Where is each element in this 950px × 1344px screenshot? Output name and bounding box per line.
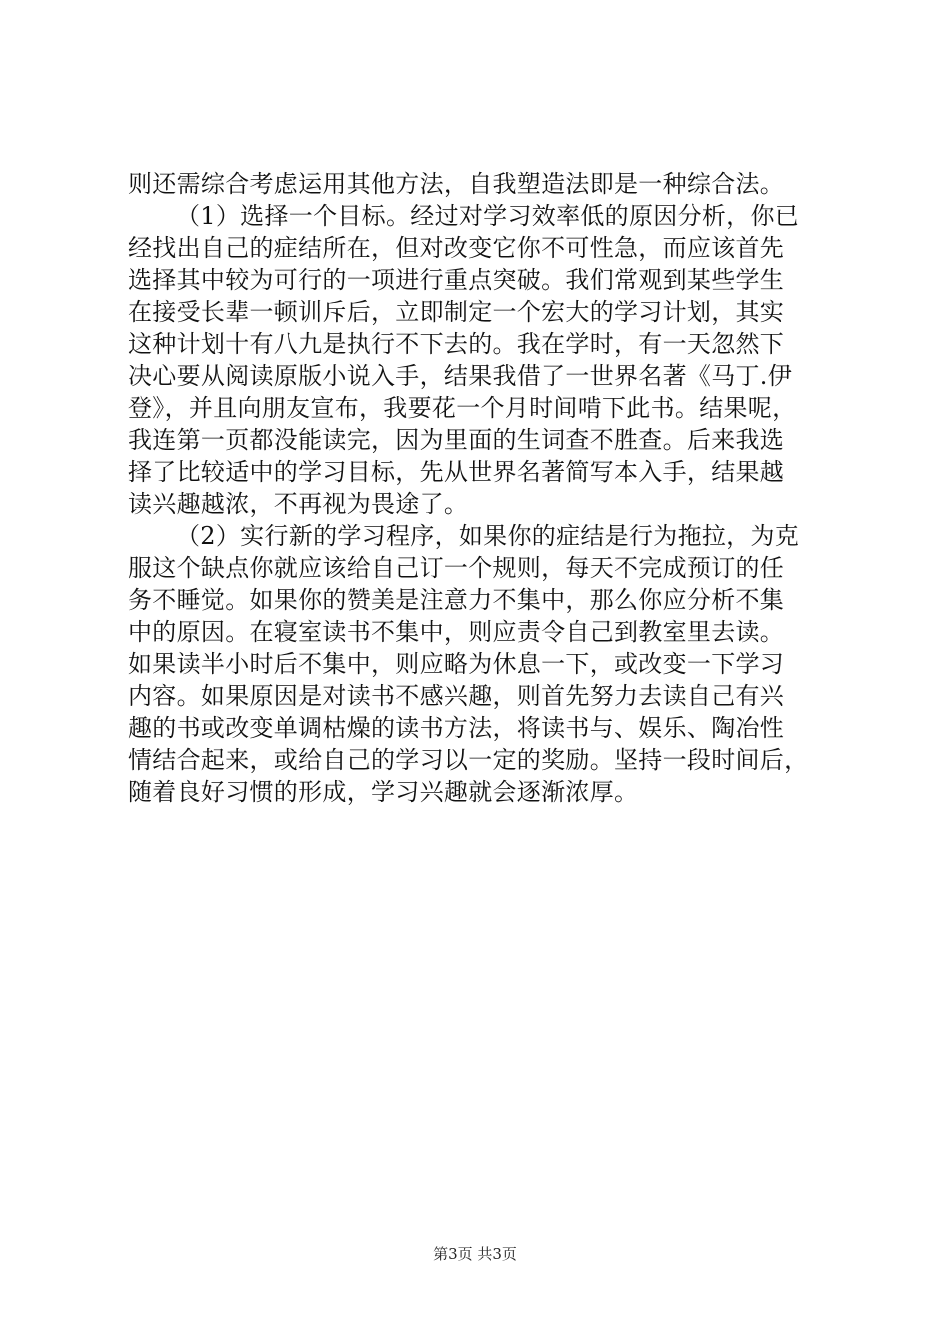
text-line: 随着良好习惯的形成，学习兴趣就会逐渐浓厚。 [128, 778, 639, 806]
text-line: 择了比较适中的学习目标，先从世界名著简写本入手，结果越 [128, 458, 785, 486]
text-line: 经找出自己的症结所在，但对改变它你不可性急，而应该首先 [128, 234, 785, 262]
text-line: 读兴趣越浓，不再视为畏途了。 [128, 490, 469, 518]
text-line: 内容。如果原因是对读书不感兴趣，则首先努力去读自己有兴 [128, 682, 785, 710]
text-line: 选择其中较为可行的一项进行重点突破。我们常观到某些学生 [128, 266, 785, 294]
text-line: 这种计划十有八九是执行不下去的。我在学时，有一天忽然下 [128, 330, 785, 358]
text-line: 则还需综合考虑运用其他方法，自我塑造法即是一种综合法。 [128, 170, 785, 198]
body-text [128, 168, 838, 808]
text-line: 趣的书或改变单调枯燥的读书方法，将读书与、娱乐、陶冶性 [128, 714, 785, 742]
text-line: 情结合起来，或给自己的学习以一定的奖励。坚持一段时间后， [128, 746, 809, 774]
text-line: 服这个缺点你就应该给自己订一个规则，每天不完成预订的任 [128, 554, 785, 582]
page-number-footer: 第3页 共3页 [433, 1245, 517, 1263]
text-line: 登》，并且向朋友宣布，我要花一个月时间啃下此书。结果呢， [128, 394, 797, 422]
text-line: （1）选择一个目标。经过对学习效率低的原因分析，你已 [176, 202, 800, 230]
text-line: 如果读半小时后不集中，则应略为休息一下，或改变一下学习 [128, 650, 785, 678]
text-line: 我连第一页都没能读完，因为里面的生词查不胜查。后来我选 [128, 426, 785, 454]
text-line: （2）实行新的学习程序，如果你的症结是行为拖拉，为克 [176, 522, 800, 550]
text-line: 务不睡觉。如果你的赞美是注意力不集中，那么你应分析不集 [128, 586, 785, 614]
text-line: 中的原因。在寝室读书不集中，则应责令自己到教室里去读。 [128, 618, 785, 646]
text-line: 决心要从阅读原版小说入手，结果我借了一世界名著《马丁.伊 [128, 362, 793, 390]
text-line: 在接受长辈一顿训斥后，立即制定一个宏大的学习计划，其实 [128, 298, 785, 326]
